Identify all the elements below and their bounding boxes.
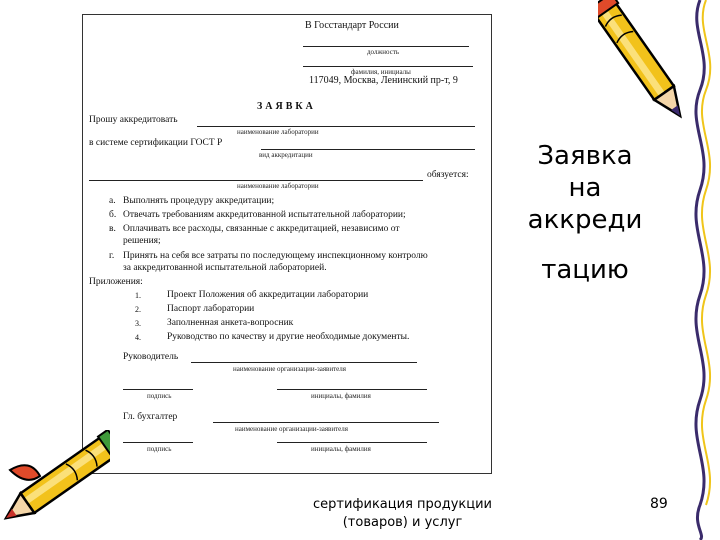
obligation-text-cont: за аккредитованной испытательной лабораторией. [123, 263, 327, 273]
footer-line: сертификация продукции [312, 497, 493, 512]
obligation-text: Принять на себя все затраты по последующему инспекционному контролю [123, 251, 428, 261]
head-initials-line [277, 389, 427, 390]
footer-line: (товаров) и услуг [342, 515, 463, 530]
accountant-initials-caption: инициалы, фамилия [311, 445, 371, 453]
title-line: тацию [541, 255, 629, 285]
attachment-text: Заполненная анкета-вопросник [167, 318, 294, 328]
head-sign-caption: подпись [147, 392, 172, 400]
obligation-text-cont: решения; [123, 236, 161, 246]
position-caption: должность [367, 48, 400, 56]
head-sign-line [123, 389, 193, 390]
request-line1 [197, 126, 475, 127]
accountant-sign-line [123, 442, 193, 443]
attachment-number: 2. [135, 305, 141, 314]
application-form [82, 14, 492, 474]
title-line: Заявка [537, 141, 633, 171]
page-number: 89 [650, 496, 668, 512]
head-caption: наименование организации-заявителя [233, 365, 346, 373]
slide-title [520, 140, 650, 286]
accountant-line [213, 422, 439, 423]
accountant-caption: наименование организации-заявителя [235, 425, 348, 433]
request-caption3: наименование лаборатории [237, 182, 319, 190]
obligation-text: Отвечать требованиям аккредитованной испытательной лаборатории; [123, 210, 406, 220]
name-line [303, 66, 473, 67]
request-line2 [261, 149, 475, 150]
title-line: на [568, 173, 602, 203]
pencil-icon-top-right [598, 0, 698, 140]
title-line: аккреди [527, 205, 643, 235]
pencil-icon-bottom-left [0, 430, 110, 540]
request-caption1: наименование лаборатории [237, 128, 319, 136]
attachment-number: 3. [135, 319, 141, 328]
request-line1-label: Прошу аккредитовать [89, 115, 178, 125]
addressee-to: В Госстандарт России [305, 20, 399, 31]
head-line [191, 362, 417, 363]
position-line [303, 46, 469, 47]
obligation-letter: в. [109, 224, 116, 234]
accountant-label: Гл. бухгалтер [123, 412, 178, 422]
obligation-text: Выполнять процедуру аккредитации; [123, 196, 275, 206]
attachment-text: Паспорт лаборатории [167, 304, 255, 314]
attachment-text: Руководство по качеству и другие необходимые документы. [167, 332, 410, 342]
form-heading: ЗАЯВКА [257, 101, 316, 112]
obligation-letter: а. [109, 196, 116, 206]
attachment-number: 4. [135, 333, 141, 342]
request-caption2: вид аккредитации [259, 151, 313, 159]
attachment-number: 1. [135, 291, 141, 300]
slide-footer [310, 496, 495, 532]
attachments-label: Приложения: [89, 277, 143, 287]
obligation-letter: г. [109, 251, 115, 261]
obligation-text: Оплачивать все расходы, связанные с аккредитацией, независимо от [123, 224, 400, 234]
head-label: Руководитель [123, 352, 179, 362]
accountant-sign-caption: подпись [147, 445, 172, 453]
attachment-text: Проект Положения об аккредитации лаборатории [167, 290, 369, 300]
request-line3 [89, 180, 423, 181]
addressee-address: 117049, Москва, Ленинский пр-т, 9 [309, 75, 458, 86]
accountant-initials-line [277, 442, 427, 443]
request-line3-suffix: обязуется: [427, 170, 469, 180]
request-line2-label: в системе сертификации ГОСТ Р [89, 138, 223, 148]
obligation-letter: б. [109, 210, 117, 220]
head-initials-caption: инициалы, фамилия [311, 392, 371, 400]
name-caption: фамилия, инициалы [351, 68, 411, 76]
